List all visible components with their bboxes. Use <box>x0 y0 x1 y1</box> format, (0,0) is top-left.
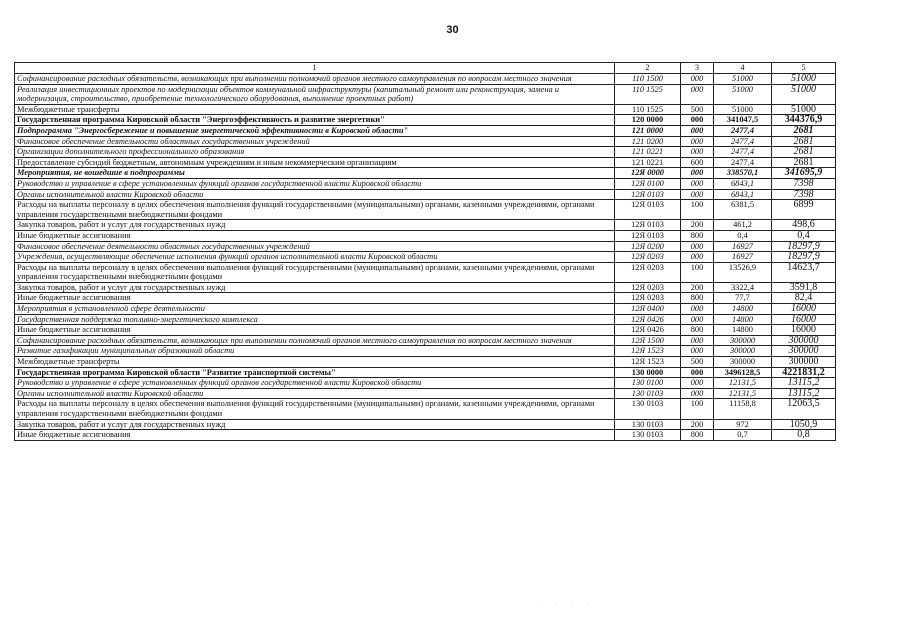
row-amount-col5: 341695,9 <box>772 168 836 179</box>
table-row <box>15 147 836 158</box>
table-row <box>15 335 836 346</box>
row-amount-col4: 2477,4 <box>714 125 772 136</box>
row-expense-type: 800 <box>681 430 714 441</box>
row-amount-col4: 6381,5 <box>714 200 772 220</box>
row-expense-type: 000 <box>681 367 714 378</box>
table-row <box>15 136 836 147</box>
row-amount-col4: 2477,4 <box>714 147 772 158</box>
table-row <box>15 304 836 315</box>
table-row <box>15 74 836 85</box>
row-code: 12Я 0203 <box>615 293 681 304</box>
row-code: 110 1525 <box>615 104 681 115</box>
table-row <box>15 125 836 136</box>
row-amount-col5: 4221831,2 <box>772 367 836 378</box>
row-amount-col4: 972 <box>714 419 772 430</box>
row-name: Государственная программа Кировской области "Энергоэффективность и развитие энергетики" <box>15 115 615 126</box>
row-name: Государственная программа Кировской области "Развитие транспортной системы" <box>15 367 615 378</box>
row-expense-type: 000 <box>681 147 714 158</box>
row-expense-type: 000 <box>681 178 714 189</box>
row-amount-col5: 82,4 <box>772 293 836 304</box>
row-code: 12Я 0103 <box>615 189 681 200</box>
row-expense-type: 000 <box>681 241 714 252</box>
row-amount-col5: 2681 <box>772 157 836 168</box>
row-amount-col4: 461,2 <box>714 220 772 231</box>
row-code: 130 0103 <box>615 419 681 430</box>
row-name: Государственная поддержка топливно-энергетического комплекса <box>15 314 615 325</box>
table-row <box>15 189 836 200</box>
row-name: Иные бюджетные ассигнования <box>15 230 615 241</box>
row-name: Расходы на выплаты персоналу в целях обеспечения выполнения функций государственными (муниципальными) органами, казенными учреждениями, органами управления государственными внебюджетными фондами <box>15 200 615 220</box>
row-name: Реализация инвестиционных проектов по модернизации объектов коммунальной инфраструктуры (капитальный ремонт или реконструкция, замена и модернизация, строительство, приобретение технологического оборудования, выполнение проектных работ) <box>15 84 615 104</box>
row-expense-type: 100 <box>681 262 714 282</box>
row-expense-type: 000 <box>681 304 714 315</box>
scan-dots: · · · · <box>540 602 595 608</box>
row-amount-col4: 51000 <box>714 74 772 85</box>
table-row <box>15 325 836 336</box>
row-expense-type: 000 <box>681 189 714 200</box>
row-expense-type: 000 <box>681 252 714 263</box>
row-amount-col5: 300000 <box>772 357 836 368</box>
row-code: 130 0103 <box>615 399 681 419</box>
row-amount-col4: 6843,1 <box>714 189 772 200</box>
row-expense-type: 600 <box>681 157 714 168</box>
row-expense-type: 500 <box>681 104 714 115</box>
header-col-1: 1 <box>15 63 615 74</box>
row-expense-type: 000 <box>681 346 714 357</box>
row-name: Учреждения, осуществляющие обеспечение исполнения функций органов исполнительной власти Кировской области <box>15 252 615 263</box>
row-code: 12Я 0200 <box>615 241 681 252</box>
row-amount-col4: 12131,5 <box>714 388 772 399</box>
table-row <box>15 178 836 189</box>
row-amount-col4: 0,7 <box>714 430 772 441</box>
row-code: 121 0000 <box>615 125 681 136</box>
row-amount-col4: 6843,1 <box>714 178 772 189</box>
row-amount-col5: 498,6 <box>772 220 836 231</box>
row-expense-type: 000 <box>681 125 714 136</box>
row-expense-type: 800 <box>681 325 714 336</box>
row-amount-col5: 0,8 <box>772 430 836 441</box>
row-amount-col4: 14800 <box>714 314 772 325</box>
row-amount-col5: 16000 <box>772 304 836 315</box>
table-body <box>15 63 836 441</box>
row-name: Софинансирование расходных обязательств, возникающих при выполнении полномочий органов местного самоуправления по вопросам местного значения <box>15 335 615 346</box>
row-amount-col4: 341047,5 <box>714 115 772 126</box>
row-expense-type: 000 <box>681 115 714 126</box>
row-name: Мероприятия, не вошедшие в подпрограммы <box>15 168 615 179</box>
table-header-row <box>15 63 836 74</box>
table-row <box>15 252 836 263</box>
row-code: 120 0000 <box>615 115 681 126</box>
row-amount-col4: 3496128,5 <box>714 367 772 378</box>
row-amount-col4: 2477,4 <box>714 157 772 168</box>
row-amount-col5: 7398 <box>772 178 836 189</box>
row-amount-col4: 14800 <box>714 304 772 315</box>
row-code: 12Я 0203 <box>615 252 681 263</box>
header-col-4: 4 <box>714 63 772 74</box>
row-name: Руководство и управление в сфере установленных функций органов государственной власти Кировской области <box>15 178 615 189</box>
row-amount-col5: 2681 <box>772 125 836 136</box>
row-code: 12Я 0000 <box>615 168 681 179</box>
table-row <box>15 357 836 368</box>
row-name: Межбюджетные трансферты <box>15 357 615 368</box>
row-name: Органы исполнительной власти Кировской области <box>15 388 615 399</box>
row-code: 12Я 1523 <box>615 346 681 357</box>
row-code: 130 0103 <box>615 430 681 441</box>
row-amount-col4: 3322,4 <box>714 282 772 293</box>
budget-table <box>14 62 836 441</box>
table-row <box>15 346 836 357</box>
header-col-3: 3 <box>681 63 714 74</box>
row-name: Руководство и управление в сфере установленных функций органов государственной власти Кировской области <box>15 378 615 389</box>
row-name: Закупка товаров, работ и услуг для государственных нужд <box>15 419 615 430</box>
row-amount-col5: 300000 <box>772 335 836 346</box>
row-amount-col5: 300000 <box>772 346 836 357</box>
row-amount-col5: 18297,9 <box>772 252 836 263</box>
row-code: 130 0000 <box>615 367 681 378</box>
row-code: 12Я 0426 <box>615 325 681 336</box>
row-amount-col5: 18297,9 <box>772 241 836 252</box>
table-row <box>15 282 836 293</box>
row-expense-type: 200 <box>681 419 714 430</box>
row-amount-col5: 0,4 <box>772 230 836 241</box>
table-row <box>15 419 836 430</box>
row-code: 12Я 0203 <box>615 262 681 282</box>
table-row <box>15 314 836 325</box>
row-code: 121 0221 <box>615 147 681 158</box>
row-expense-type: 800 <box>681 293 714 304</box>
page-number: 30 <box>446 24 459 36</box>
row-code: 12Я 0103 <box>615 220 681 231</box>
row-amount-col4: 300000 <box>714 335 772 346</box>
row-amount-col5: 2681 <box>772 147 836 158</box>
table-row <box>15 157 836 168</box>
row-code: 12Я 1500 <box>615 335 681 346</box>
row-amount-col5: 344376,9 <box>772 115 836 126</box>
row-code: 121 0200 <box>615 136 681 147</box>
row-name: Мероприятия в установленной сфере деятельности <box>15 304 615 315</box>
row-name: Органы исполнительной власти Кировской области <box>15 189 615 200</box>
row-amount-col4: 14800 <box>714 325 772 336</box>
row-amount-col4: 16927 <box>714 241 772 252</box>
row-name: Межбюджетные трансферты <box>15 104 615 115</box>
row-amount-col4: 77,7 <box>714 293 772 304</box>
row-expense-type: 500 <box>681 357 714 368</box>
table-row <box>15 220 836 231</box>
row-expense-type: 000 <box>681 314 714 325</box>
row-amount-col4: 338570,1 <box>714 168 772 179</box>
row-amount-col5: 6899 <box>772 200 836 220</box>
row-code: 121 0221 <box>615 157 681 168</box>
row-amount-col4: 300000 <box>714 357 772 368</box>
row-amount-col5: 3591,8 <box>772 282 836 293</box>
row-code: 12Я 1523 <box>615 357 681 368</box>
row-code: 130 0100 <box>615 378 681 389</box>
row-amount-col5: 16000 <box>772 314 836 325</box>
row-expense-type: 000 <box>681 74 714 85</box>
table-row <box>15 430 836 441</box>
row-expense-type: 200 <box>681 282 714 293</box>
row-name: Закупка товаров, работ и услуг для государственных нужд <box>15 220 615 231</box>
table-row <box>15 200 836 220</box>
table-row <box>15 104 836 115</box>
table-row <box>15 293 836 304</box>
row-name: Софинансирование расходных обязательств, возникающих при выполнении полномочий органов местного самоуправления по вопросам местного значения <box>15 74 615 85</box>
table-row <box>15 378 836 389</box>
table-row <box>15 241 836 252</box>
table-row <box>15 168 836 179</box>
row-amount-col4: 2477,4 <box>714 136 772 147</box>
row-amount-col5: 51000 <box>772 74 836 85</box>
row-name: Иные бюджетные ассигнования <box>15 293 615 304</box>
table-row <box>15 399 836 419</box>
row-name: Развитие газификации муниципальных образований области <box>15 346 615 357</box>
table-row <box>15 84 836 104</box>
row-name: Иные бюджетные ассигнования <box>15 325 615 336</box>
row-name: Финансовое обеспечение деятельности областных государственных учреждений <box>15 136 615 147</box>
table-row <box>15 262 836 282</box>
row-expense-type: 000 <box>681 335 714 346</box>
header-col-5: 5 <box>772 63 836 74</box>
row-name: Расходы на выплаты персоналу в целях обеспечения выполнения функций государственными (муниципальными) органами, казенными учреждениями, органами управления государственными внебюджетными фондами <box>15 399 615 419</box>
row-amount-col5: 12063,5 <box>772 399 836 419</box>
row-name: Иные бюджетные ассигнования <box>15 430 615 441</box>
row-expense-type: 200 <box>681 220 714 231</box>
row-code: 12Я 0203 <box>615 282 681 293</box>
row-code: 12Я 0103 <box>615 230 681 241</box>
row-amount-col5: 13115,2 <box>772 378 836 389</box>
table-row <box>15 115 836 126</box>
row-expense-type: 000 <box>681 136 714 147</box>
row-code: 12Я 0400 <box>615 304 681 315</box>
row-amount-col5: 2681 <box>772 136 836 147</box>
row-name: Расходы на выплаты персоналу в целях обеспечения выполнения функций государственными (муниципальными) органами, казенными учреждениями, органами управления государственными внебюджетными фондами <box>15 262 615 282</box>
row-code: 130 0103 <box>615 388 681 399</box>
row-code: 12Я 0426 <box>615 314 681 325</box>
row-name: Предоставление субсидий бюджетным, автономным учреждениям и иным некоммерческим организациям <box>15 157 615 168</box>
row-code: 110 1500 <box>615 74 681 85</box>
header-col-2: 2 <box>615 63 681 74</box>
row-amount-col4: 12131,5 <box>714 378 772 389</box>
row-expense-type: 000 <box>681 168 714 179</box>
row-amount-col5: 51000 <box>772 84 836 104</box>
row-amount-col5: 16000 <box>772 325 836 336</box>
row-amount-col4: 13526,9 <box>714 262 772 282</box>
row-amount-col4: 16927 <box>714 252 772 263</box>
row-amount-col4: 51000 <box>714 104 772 115</box>
row-name: Организации дополнительного профессионального образования <box>15 147 615 158</box>
row-expense-type: 800 <box>681 230 714 241</box>
row-code: 12Я 0100 <box>615 178 681 189</box>
row-amount-col5: 14623,7 <box>772 262 836 282</box>
row-expense-type: 100 <box>681 200 714 220</box>
row-amount-col5: 51000 <box>772 104 836 115</box>
table-row <box>15 388 836 399</box>
row-amount-col4: 300000 <box>714 346 772 357</box>
row-expense-type: 000 <box>681 84 714 104</box>
table-row <box>15 367 836 378</box>
row-amount-col4: 0,4 <box>714 230 772 241</box>
row-amount-col5: 13115,2 <box>772 388 836 399</box>
row-expense-type: 100 <box>681 399 714 419</box>
row-code: 12Я 0103 <box>615 200 681 220</box>
row-amount-col5: 7398 <box>772 189 836 200</box>
row-name: Закупка товаров, работ и услуг для государственных нужд <box>15 282 615 293</box>
row-code: 110 1525 <box>615 84 681 104</box>
row-name: Подпрограмма "Энергосбережение и повышение энергетической эффективности в Кировской области" <box>15 125 615 136</box>
row-amount-col4: 11158,8 <box>714 399 772 419</box>
row-expense-type: 000 <box>681 388 714 399</box>
table-row <box>15 230 836 241</box>
row-amount-col4: 51000 <box>714 84 772 104</box>
row-name: Финансовое обеспечение деятельности областных государственных учреждений <box>15 241 615 252</box>
row-expense-type: 000 <box>681 378 714 389</box>
row-amount-col5: 1050,9 <box>772 419 836 430</box>
